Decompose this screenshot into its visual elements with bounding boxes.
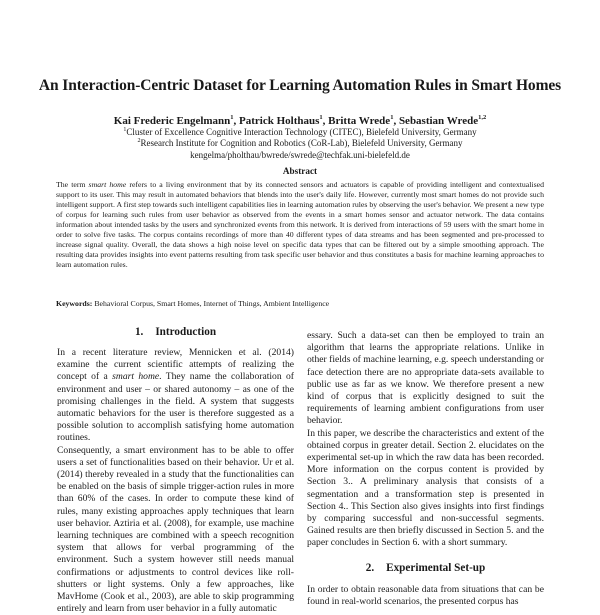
author-affiliation-mark: 1 xyxy=(230,114,234,121)
keywords-label: Keywords: xyxy=(56,299,93,308)
paragraph: essary. Such a data-set can then be employed to train an algorithm that learns the appropriate relations. Unlike in other fields of machine learning, e.g. speech understanding or face detection there are no appropriate data-sets available to public use as far as we know. We therefore present a new kind of corpus that is explicitly designed to suit the requirements of learning ambient configurations from user behavior. xyxy=(307,330,544,427)
paragraph: Consequently, a smart environment has to be able to offer users a set of functionalities based on their behavior. Ur et al. (2014) thereby revealed in a study that the functionalities can be enabled on the basis of simple trigger-action rules in more than 60% of the cases. In order to compute these kind of rules, many existing approaches apply techniques that learn user behavior. Aztiria et al. (2008), for example, use machine learning techniques are combined with a speech recognition system that allows for verbal programming of the environment. Such a system however still needs manual confirmations or adjustments to control devices like roll-shutters or light systems. Only a few approaches, like MavHome (Cook et al., 2003), are able to skip programming entirely and learn from user behavior in a fully automatic xyxy=(57,444,294,615)
abstract-body: The term smart home refers to a living environment that by its connected sensors and actuators is capable of providing intelligent and contextualised support to its user. This may result in automated behaviors that blends into the user's daily life. However, currently most smart homes do not provide such intelligent support. A first step towards such intelligent capabilities lies in learning automation rules by observing the user's behavior. We present a new type of corpus for learning such rules from user behavior as observed from the events in a smart homes sensor and actuator network. The data contains information about intended tasks by the users and synchronized events from this network. It is derived from interactions of 59 users with the smart home in order to solve five tasks. The corpus contains recordings of more than 40 different types of data streams and has been segmented and pre-processed to increase signal quality. Overall, the data shows a high noise level on specific data types that can be filtered out by a simple smoothing approach. The resulting data provides insights into event patterns resulting from task specific user behavior and thus constitutes a basis for machine learning approaches to learn automation rules. xyxy=(56,180,544,270)
paragraph: In this paper, we describe the characteristics and extent of the obtained corpus in greater detail. Section 2. elucidates on the experimental set-up in which the raw data has been recorded. More information on the corpus content is provided by Section 3.. A preliminary analysis that consists of a segmentation and a transformation step is presented in Section 4.. This Section also gives insights into first findings by comparing successful and non-successful segments. Gained results are then briefly discussed in Section 5. and the paper concludes in Section 6. with a short summary. xyxy=(307,427,544,549)
keywords-text: Behavioral Corpus, Smart Homes, Internet of Things, Ambient Intelligence xyxy=(92,299,330,308)
author-affiliation-mark: 1,2 xyxy=(478,114,487,121)
abstract-heading: Abstract xyxy=(282,166,318,176)
author-list: Kai Frederic Engelmann$^1$, Patrick Holthaus$^1$, Britta Wrede$^1$, Sebastian Wrede$^{1,2}$ xyxy=(113,114,487,127)
left-column xyxy=(57,326,294,615)
author-name: Sebastian Wrede xyxy=(398,115,479,127)
right-column xyxy=(307,330,544,608)
paragraph: In order to obtain reasonable data from situations that can be found in real-world scenarios, the presented corpus has xyxy=(307,583,544,607)
section-heading-experimental-setup: 2. Experimental Set-up xyxy=(365,561,486,574)
paragraph: In a recent literature review, Mennicken et al. (2014) examine the current scientific attempts of realizing the concept of a smart home. They name the collaboration of environment and user – or shared autonomy – as one of the promising challenges in the field. A system that suggests automatic behaviors for the user is therefore suggested as a possible solution to accomplish satisfying home automation routines. xyxy=(57,347,294,444)
author-emails: kengelma/pholthau/bwrede/swrede@techfak.uni-bielefeld.de xyxy=(190,149,410,160)
author-affiliation-mark: 1 xyxy=(319,114,323,121)
author-name: Kai Frederic Engelmann xyxy=(113,115,231,127)
affiliations xyxy=(0,127,600,161)
section-heading-introduction: 1. Introduction xyxy=(134,326,217,338)
author-name: Britta Wrede xyxy=(328,115,391,127)
keywords xyxy=(56,299,544,309)
paper-title: An Interaction-Centric Dataset for Learning Automation Rules in Smart Homes xyxy=(38,77,562,94)
affiliation-line: $^1$Cluster of Excellence Cognitive Interaction Technology (CITEC), Bielefeld University, Germany xyxy=(123,127,477,137)
author-affiliation-mark: 1 xyxy=(390,114,394,121)
affiliation-line: $^2$Research Institute for Cognition and Robotics (CoR-Lab), Bielefeld University, Germany xyxy=(137,138,463,149)
author-name: Patrick Holthaus xyxy=(239,115,320,127)
